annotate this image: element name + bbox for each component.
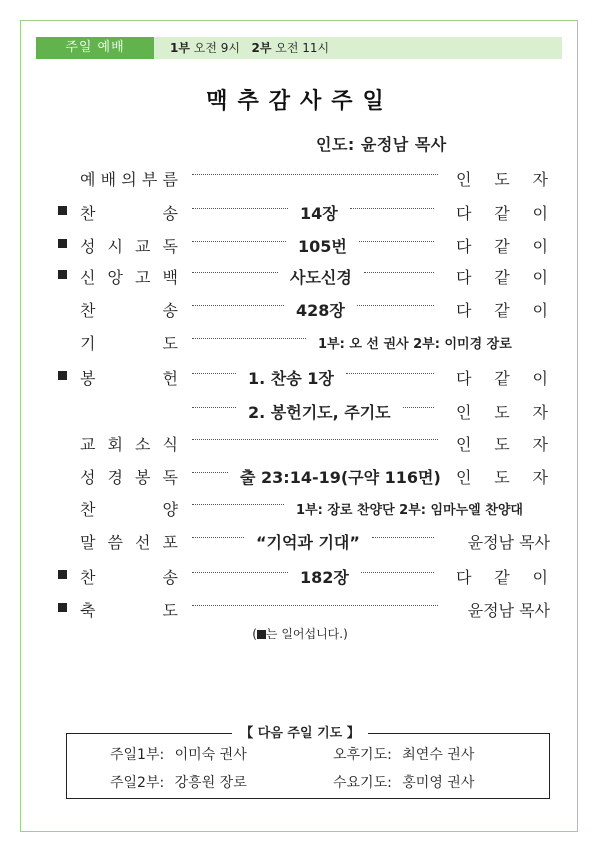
order-item-detail: 출 23:14-19(구약 116면) (240, 468, 441, 487)
order-item-detail: 182장 (300, 568, 349, 587)
standing-bullet-icon (58, 270, 67, 279)
dotted-leader (192, 504, 284, 505)
order-item-name: 교 회 소 식 (80, 435, 178, 454)
standing-note: ( 는 일어섭니다.) (252, 627, 348, 641)
service-label: 주일 예배 (36, 37, 154, 59)
page-frame (20, 20, 578, 832)
prayer-person: 홍미영 권사 (402, 775, 475, 791)
order-item-name: 예 배 의 부 름 (80, 170, 178, 189)
standing-bullet-icon (58, 570, 67, 579)
dotted-leader (372, 537, 434, 538)
prayer-row (110, 772, 247, 792)
order-item-leader: 다 같 이 (456, 268, 548, 287)
dotted-leader (192, 605, 438, 606)
second-service-tag: 2부 (251, 41, 272, 55)
order-item-leader: 다 같 이 (456, 568, 548, 587)
order-item-leader: 윤정남 목사 (467, 533, 550, 552)
order-item-name: 찬 송 (80, 301, 178, 320)
order-item-detail: 105번 (298, 237, 347, 256)
dotted-leader (359, 241, 434, 242)
order-item (0, 561, 600, 591)
order-item-detail: 14장 (300, 204, 338, 223)
order-item-name: 찬 양 (80, 500, 178, 519)
page-title: 맥추감사주일 (206, 89, 394, 114)
standing-bullet-icon (58, 371, 67, 380)
order-item-name: 찬 송 (80, 568, 178, 587)
prayer-label: 주일1부: (110, 747, 165, 763)
order-item (0, 461, 600, 491)
dotted-leader (403, 407, 434, 408)
prayer-row (110, 744, 247, 764)
prayer-label: 오후기도: (333, 747, 392, 763)
order-item (0, 230, 600, 260)
order-item-name: 봉 헌 (80, 369, 178, 388)
order-item-name: 말 씀 선 포 (80, 533, 178, 552)
order-item (0, 294, 600, 324)
order-item (0, 594, 600, 624)
order-item (0, 428, 600, 458)
prayer-label: 수요기도: (333, 775, 392, 791)
order-item-name: 성 경 봉 독 (80, 468, 178, 487)
prayer-person: 강흥원 장로 (174, 775, 247, 791)
order-item-detail: “기억과 기대” (256, 533, 360, 552)
first-service-time: 오전 9시 (193, 41, 241, 55)
order-item-name: 신 앙 고 백 (80, 268, 178, 287)
dotted-leader (192, 537, 244, 538)
prayer-label: 주일2부: (110, 775, 165, 791)
order-item-leader: 인 도 자 (456, 435, 548, 454)
order-item-leader: 윤정남 목사 (467, 601, 550, 620)
dotted-leader (192, 439, 438, 440)
order-item (0, 197, 600, 227)
standing-bullet-icon (58, 206, 67, 215)
order-item-leader: 다 같 이 (456, 204, 548, 223)
order-item-leader: 다 같 이 (456, 301, 548, 320)
prayer-person: 최연수 권사 (402, 747, 475, 763)
order-item-name: 성 시 교 독 (80, 237, 178, 256)
second-service-time: 오전 11시 (275, 41, 330, 55)
dotted-leader (361, 572, 434, 573)
order-item (0, 493, 600, 523)
prayer-row (333, 772, 474, 792)
dotted-leader (192, 272, 278, 273)
order-item-leader: 인 도 자 (456, 403, 548, 422)
standing-bullet-icon (58, 603, 67, 612)
prayer-row (333, 744, 474, 764)
first-service-tag: 1부 (170, 41, 190, 55)
order-item-detail: 2. 봉헌기도, 주기도 (248, 403, 391, 422)
order-item-name: 축 도 (80, 601, 178, 620)
order-item (0, 526, 600, 556)
standing-note-text: 는 일어섭니다. (265, 627, 344, 641)
dotted-leader (192, 338, 306, 339)
order-item-leader: 인 도 자 (456, 170, 548, 189)
prayer-person: 이미숙 권사 (174, 747, 247, 763)
dotted-leader (346, 373, 434, 374)
worship-leader: 인도: 윤정남 목사 (316, 135, 447, 154)
order-item-name: 기 도 (80, 334, 178, 353)
dotted-leader (357, 305, 434, 306)
order-item (0, 362, 600, 392)
bullet-square-icon (257, 630, 266, 639)
order-item-name: 찬 송 (80, 204, 178, 223)
next-prayer-title: 【 다음 주일 기도 】 (232, 722, 367, 741)
order-item (0, 396, 600, 426)
standing-bullet-icon (58, 239, 67, 248)
dotted-leader (192, 174, 438, 175)
dotted-leader (192, 305, 284, 306)
dotted-leader (192, 572, 288, 573)
order-item-detail: 1부: 오 선 권사 2부: 이미경 장로 (318, 337, 512, 352)
dotted-leader (364, 272, 434, 273)
order-item (0, 261, 600, 291)
next-prayer-title-wrap (0, 722, 600, 741)
dotted-leader (192, 241, 286, 242)
order-item-detail: 1. 찬송 1장 (248, 369, 334, 388)
dotted-leader (350, 208, 434, 209)
service-times (170, 37, 329, 59)
order-item (0, 327, 600, 357)
order-item-leader: 다 같 이 (456, 237, 548, 256)
order-item-detail: 1부: 장로 찬양단 2부: 임마누엘 찬양대 (296, 503, 523, 518)
order-item (0, 163, 600, 193)
order-item-detail: 사도신경 (290, 268, 352, 287)
dotted-leader (192, 407, 236, 408)
order-item-leader: 인 도 자 (456, 468, 548, 487)
dotted-leader (192, 373, 236, 374)
order-item-detail: 428장 (296, 301, 345, 320)
order-item-leader: 다 같 이 (456, 369, 548, 388)
dotted-leader (192, 472, 228, 473)
dotted-leader (192, 208, 288, 209)
